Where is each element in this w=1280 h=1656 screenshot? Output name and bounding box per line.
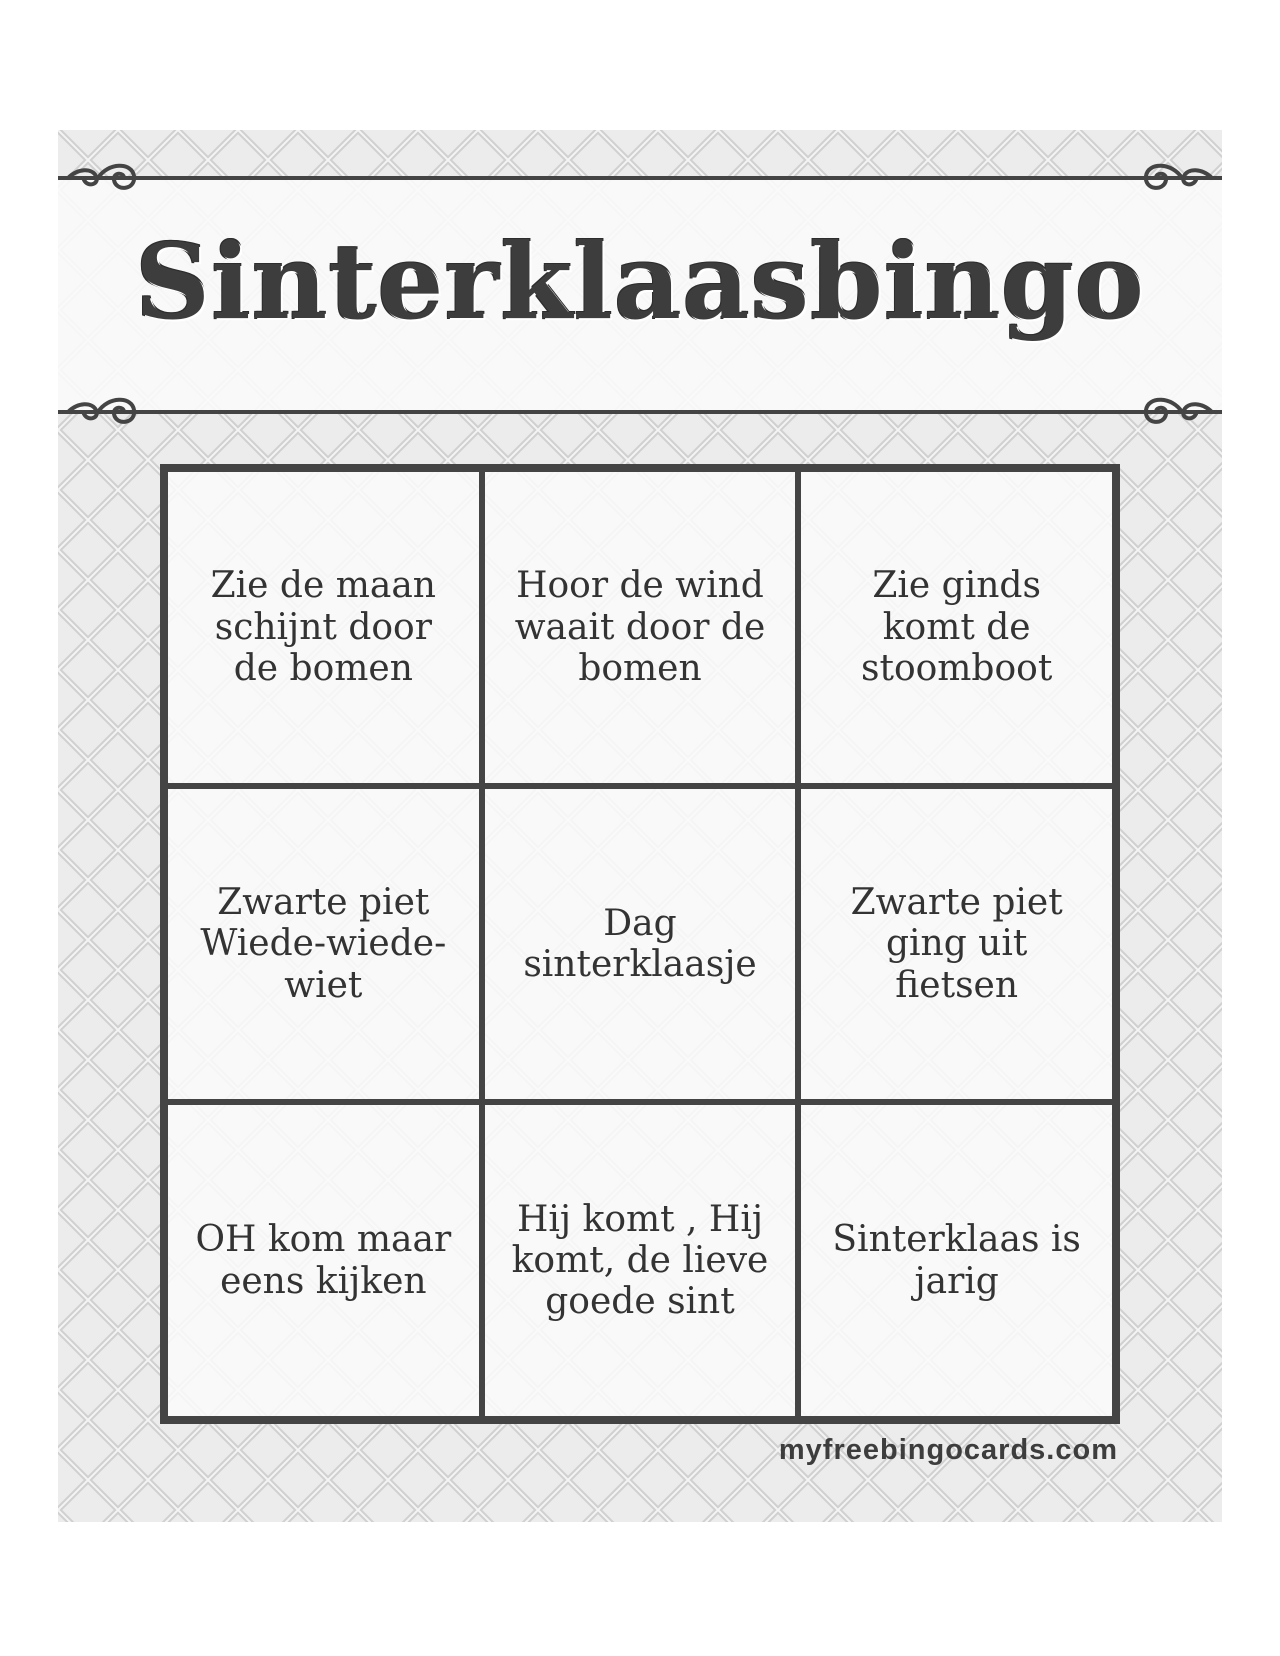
- bingo-cell-2[interactable]: [482, 469, 799, 786]
- bingo-cell-1[interactable]: [165, 469, 482, 786]
- page-title: Sinterklaasbingo: [134, 220, 1146, 343]
- top-scroll-divider: [58, 158, 1222, 198]
- bingo-grid: [160, 464, 1120, 1424]
- bingo-cell-5[interactable]: [482, 786, 799, 1103]
- bingo-cell-text: Zie de maan schijnt door de bomen: [210, 565, 436, 690]
- bingo-card: [58, 130, 1222, 1522]
- bingo-cell-text: Hoor de wind waait door de bomen: [514, 565, 766, 690]
- bingo-cell-4[interactable]: [165, 786, 482, 1103]
- bingo-cell-8[interactable]: [482, 1102, 799, 1419]
- bingo-cell-text: Sinterklaas is jarig: [832, 1219, 1081, 1302]
- bingo-cell-text: Zie ginds komt de stoomboot: [861, 565, 1053, 690]
- site-credit: myfreebingocards.com: [778, 1434, 1118, 1466]
- bingo-cell-text: Dag sinterklaasje: [523, 902, 757, 985]
- bingo-cell-6[interactable]: [798, 786, 1115, 1103]
- bingo-cell-7[interactable]: [165, 1102, 482, 1419]
- bingo-cell-text: Hij komt , Hij komt, de lieve goede sint: [511, 1198, 769, 1323]
- bingo-cell-text: OH kom maar eens kijken: [195, 1219, 452, 1302]
- bingo-cell-text: Zwarte piet Wiede-wiede-wiet: [200, 881, 447, 1006]
- bingo-cell-text: Zwarte piet ging uit fietsen: [850, 881, 1063, 1006]
- bottom-scroll-divider: [58, 392, 1222, 432]
- bingo-cell-3[interactable]: [798, 469, 1115, 786]
- bingo-cell-9[interactable]: [798, 1102, 1115, 1419]
